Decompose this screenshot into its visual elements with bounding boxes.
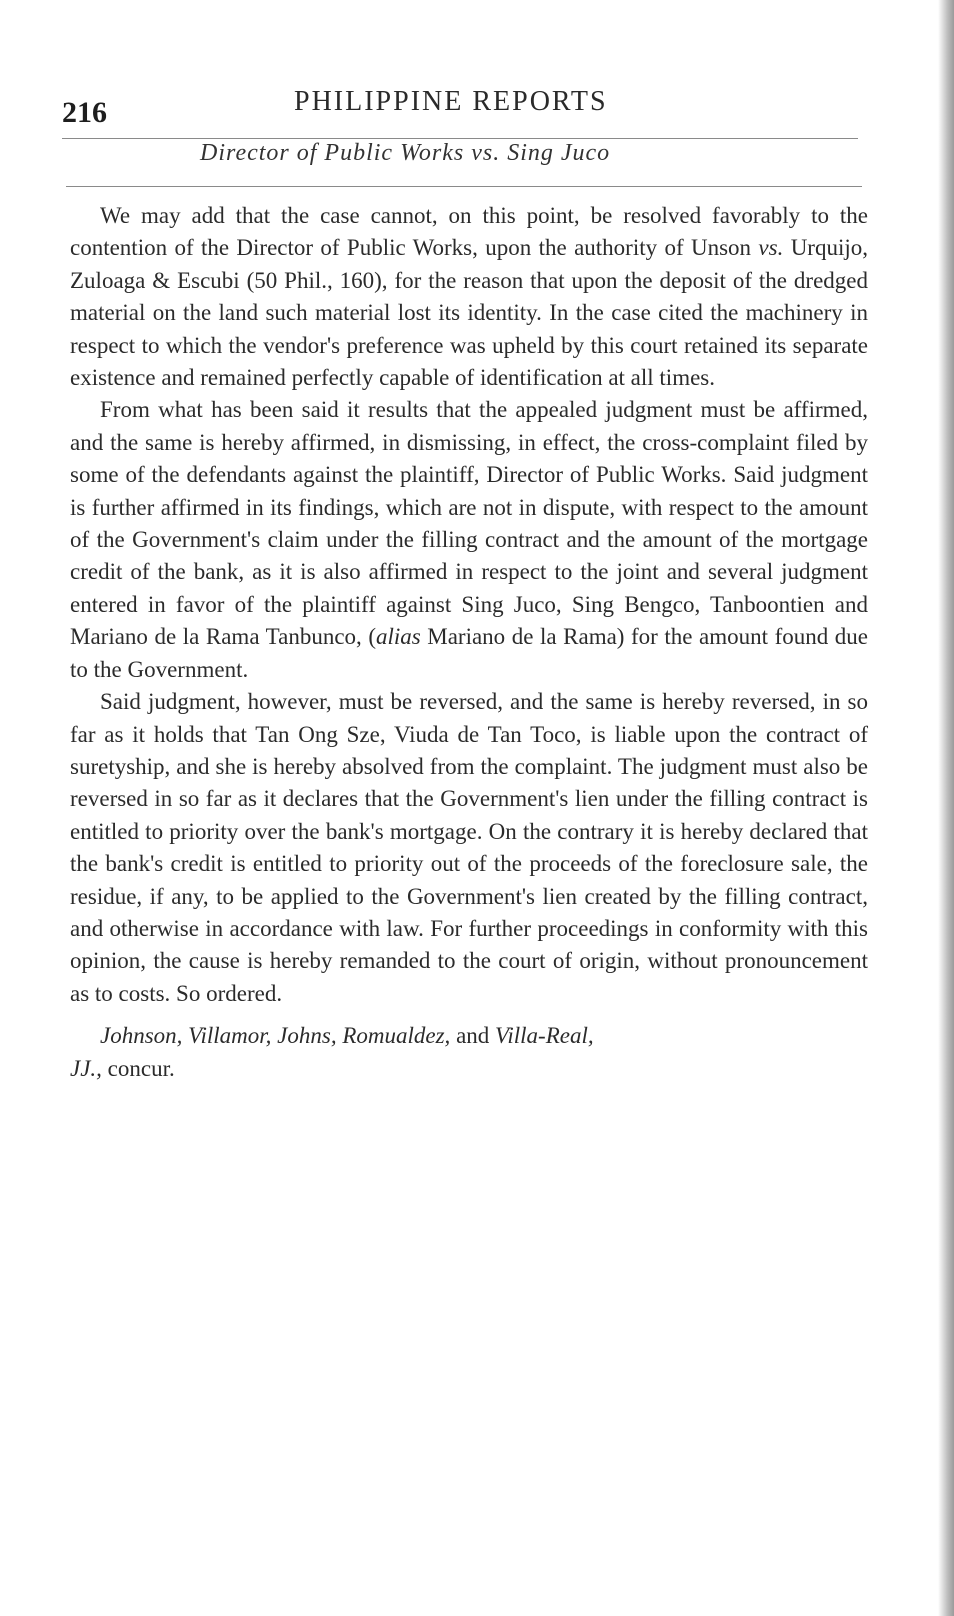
concurrence-and: and (450, 1023, 496, 1049)
header-rule-bottom (66, 186, 862, 187)
page-number: 216 (62, 96, 107, 129)
concur-text: concur. (101, 1055, 175, 1081)
concurrence-line (70, 1020, 868, 1085)
paragraph-text: From what has been said it results that the appealed judgment must be affirmed, and the same is hereby affirmed, in dismissing, in effect, the cross-complaint filed by some of the defendants against the plaintiff, Director of Public Works. Said judgment is further affirmed in its findings, which are not in dispute, with respect to the amount of the Government's claim under the filling contract and the amount of the mortgage credit of the bank, as it is also affirmed in respect to the joint and several judgment entered in favor of the plaintiff against Sing Juco, Sing Bengco, Tanboontien and Mariano de la Rama Tanbunco, ( (70, 397, 868, 650)
running-title: PHILIPPINE REPORTS (294, 86, 608, 117)
concurring-justice-last: Villa-Real, (495, 1023, 594, 1049)
page-edge-shadow (938, 0, 954, 1616)
paragraph-2 (70, 394, 868, 686)
jj-abbreviation: JJ., (70, 1055, 102, 1081)
paragraph-text: Urquijo, Zuloaga & Escubi (50 Phil., 160), for the reason that upon the deposit of the dredged material on the land such material lost its identity. In the case cited the machinery in respect to which the vendor's preference was upheld by this court retained its separate existence and remained perfectly capable of identification at all times. (70, 235, 868, 391)
page-header (62, 78, 862, 138)
paragraph-3 (70, 686, 868, 1010)
paragraph-text: Mariano de la Rama) for the amount found due to the Government. (70, 624, 868, 682)
opinion-body (70, 200, 868, 1085)
concurring-justices: Johnson, Villamor, Johns, Romualdez, (100, 1023, 451, 1049)
paragraph-italic-text: vs. (758, 235, 784, 261)
case-title: Director of Public Works vs. Sing Juco (200, 140, 611, 166)
paragraph-text: We may add that the case cannot, on this point, be resolved favorably to the contention of the Director of Public Works, upon the authority of Unson (70, 203, 868, 261)
paragraph-text: Said judgment, however, must be reversed, and the same is hereby reversed, in so far as it holds that Tan Ong Sze, Viuda de Tan Toco, is liable upon the contract of suretyship, and she is hereby absolved from the complaint. The judgment must also be reversed in so far as it declares that the Government's lien under the filling contract is entitled to priority over the bank's mortgage. On the contrary it is hereby declared that the bank's credit is entitled to priority out of the proceeds of the foreclosure sale, the residue, if any, to be applied to the Government's lien created by the filling contract, and otherwise in accordance with law. For further proceedings in conformity with this opinion, the cause is hereby remanded to the court of origin, without pronouncement as to costs. So ordered. (70, 689, 868, 1006)
header-rule-top (62, 138, 858, 139)
paragraph-italic-text: alias (375, 624, 421, 650)
paragraph-1 (70, 200, 868, 394)
